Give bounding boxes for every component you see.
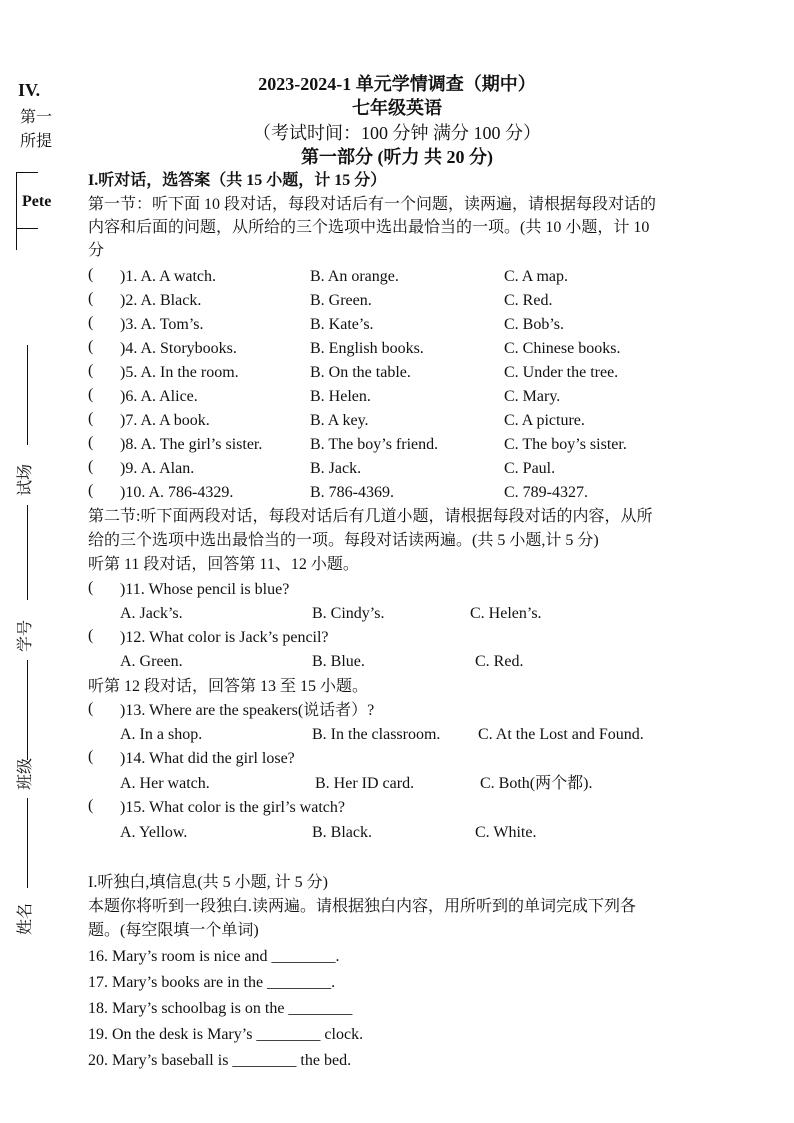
option-a: A. Green. (120, 653, 183, 670)
option-b: B. A key. (310, 412, 369, 429)
margin-bracket (16, 172, 17, 250)
fill-item-20: 20. Mary’s baseball is ________ the bed. (88, 1052, 352, 1069)
dialogue-12-intro: 听第 12 段对话，回答第 13 至 15 小题。 (88, 678, 369, 695)
answer-blank[interactable]: ( (88, 627, 94, 644)
option-c: C. Helen’s. (470, 605, 542, 622)
section2-heading: I.听独白,填信息(共 5 小题, 计 5 分) (88, 874, 328, 891)
field-label-name: 姓名 (15, 902, 34, 935)
question-14: )14. What did the girl lose? (120, 750, 295, 767)
option-c: C. Under the tree. (504, 364, 619, 381)
option-b: B. Green. (310, 292, 372, 309)
section2-instructions: 题。(每空限填一个单词) (88, 922, 259, 939)
field-label-class: 班级 (15, 757, 34, 790)
option-b: B. 786-4369. (310, 484, 394, 501)
exam-subtitle: 七年级英语 (352, 98, 442, 118)
option-a: A. In a shop. (120, 726, 203, 743)
option-c: C. White. (475, 824, 537, 841)
answer-blank[interactable]: ( (88, 700, 94, 717)
option-c: C. Bob’s. (504, 316, 565, 333)
field-line-exam-room[interactable] (27, 345, 28, 445)
option-b: B. Kate’s. (310, 316, 374, 333)
option-c: C. Paul. (504, 460, 556, 477)
option-a: A. Jack’s. (120, 605, 183, 622)
answer-blank[interactable]: ( (88, 386, 94, 403)
section2-instructions: 本题你将听到一段独白.读两遍。请根据独白内容，用所听到的单词完成下列各 (88, 898, 637, 915)
option-c: C. A map. (504, 268, 569, 285)
answer-blank[interactable]: ( (88, 314, 94, 331)
part2-instructions: 第二节:听下面两段对话，每段对话后有几道小题，请根据每段对话的内容，从所 (88, 508, 653, 525)
margin-rule (16, 172, 38, 173)
question-11: )11. Whose pencil is blue? (120, 581, 290, 598)
option-c: C. Red. (504, 292, 553, 309)
answer-blank[interactable]: ( (88, 290, 94, 307)
question-2: )2. A. Black. (120, 292, 202, 309)
section1-heading: I.听对话，选答案（共 15 小题，计 15 分） (88, 172, 387, 189)
part1-instructions: 第一节：听下面 10 段对话，每段对话后有一个问题，读两遍，请根据每段对话的 (88, 196, 657, 213)
answer-blank[interactable]: ( (88, 748, 94, 765)
fill-item-16: 16. Mary’s room is nice and ________. (88, 948, 340, 965)
option-b: B. In the classroom. (312, 726, 441, 743)
question-8: )8. A. The girl’s sister. (120, 436, 263, 453)
option-b: B. On the table. (310, 364, 411, 381)
option-b: B. Helen. (310, 388, 371, 405)
part1-instructions: 分 (88, 242, 105, 259)
option-b: B. Blue. (312, 653, 365, 670)
answer-blank[interactable]: ( (88, 458, 94, 475)
option-b: B. English books. (310, 340, 424, 357)
question-5: )5. A. In the room. (120, 364, 239, 381)
question-6: )6. A. Alice. (120, 388, 198, 405)
answer-blank[interactable]: ( (88, 266, 94, 283)
option-c: C. Mary. (504, 388, 561, 405)
fill-item-18: 18. Mary’s schoolbag is on the ________ (88, 1000, 353, 1017)
field-line-student-no[interactable] (27, 505, 28, 600)
exam-info: （考试时间：100 分钟 满分 100 分） (253, 123, 541, 143)
field-line-name[interactable] (27, 798, 28, 888)
answer-blank[interactable]: ( (88, 434, 94, 451)
option-c: C. A picture. (504, 412, 585, 429)
field-line-class[interactable] (27, 660, 28, 760)
option-c: C. At the Lost and Found. (478, 726, 644, 743)
fill-item-17: 17. Mary’s books are in the ________. (88, 974, 336, 991)
option-b: B. An orange. (310, 268, 399, 285)
fill-item-19: 19. On the desk is Mary’s ________ clock. (88, 1026, 364, 1043)
part2-instructions: 给的三个选项中选出最恰当的一项。每段对话读两遍。(共 5 小题,计 5 分) (88, 532, 599, 549)
margin-fragment-4: Pete (22, 193, 52, 210)
question-12: )12. What color is Jack’s pencil? (120, 629, 329, 646)
field-label-exam-room: 试场 (15, 463, 34, 496)
answer-blank[interactable]: ( (88, 338, 94, 355)
answer-blank[interactable]: ( (88, 362, 94, 379)
option-c: C. Red. (475, 653, 524, 670)
part1-instructions: 内容和后面的问题，从所给的三个选项中选出最恰当的一项。(共 10 小题，计 10 (88, 219, 650, 236)
option-c: C. 789-4327. (504, 484, 588, 501)
option-b: B. The boy’s friend. (310, 436, 439, 453)
exam-title: 2023-2024-1 单元学情调查（期中） (258, 74, 536, 94)
field-label-student-no: 学号 (15, 619, 34, 652)
question-4: )4. A. Storybooks. (120, 340, 237, 357)
option-a: A. Yellow. (120, 824, 188, 841)
option-b: B. Jack. (310, 460, 362, 477)
question-9: )9. A. Alan. (120, 460, 195, 477)
option-a: A. Her watch. (120, 775, 210, 792)
option-c: C. The boy’s sister. (504, 436, 627, 453)
option-b: B. Cindy’s. (312, 605, 385, 622)
option-b: B. Black. (312, 824, 372, 841)
question-7: )7. A. A book. (120, 412, 210, 429)
question-1: )1. A. A watch. (120, 268, 216, 285)
answer-blank[interactable]: ( (88, 482, 94, 499)
answer-blank[interactable]: ( (88, 579, 94, 596)
question-13: )13. Where are the speakers(说话者）? (120, 702, 375, 719)
question-15: )15. What color is the girl’s watch? (120, 799, 345, 816)
margin-fragment-1: IV. (18, 80, 41, 100)
margin-fragment-3: 所提 (20, 131, 53, 150)
option-b: B. Her ID card. (315, 775, 415, 792)
margin-rule (16, 228, 38, 229)
answer-blank[interactable]: ( (88, 797, 94, 814)
option-c: C. Both(两个都). (480, 775, 593, 792)
answer-blank[interactable]: ( (88, 410, 94, 427)
margin-fragment-2: 第一 (20, 107, 53, 126)
dialogue-11-intro: 听第 11 段对话，回答第 11、12 小题。 (88, 556, 359, 573)
option-c: C. Chinese books. (504, 340, 621, 357)
part-title: 第一部分 (听力 共 20 分) (301, 147, 493, 167)
question-10: )10. A. 786-4329. (120, 484, 234, 501)
question-3: )3. A. Tom’s. (120, 316, 204, 333)
